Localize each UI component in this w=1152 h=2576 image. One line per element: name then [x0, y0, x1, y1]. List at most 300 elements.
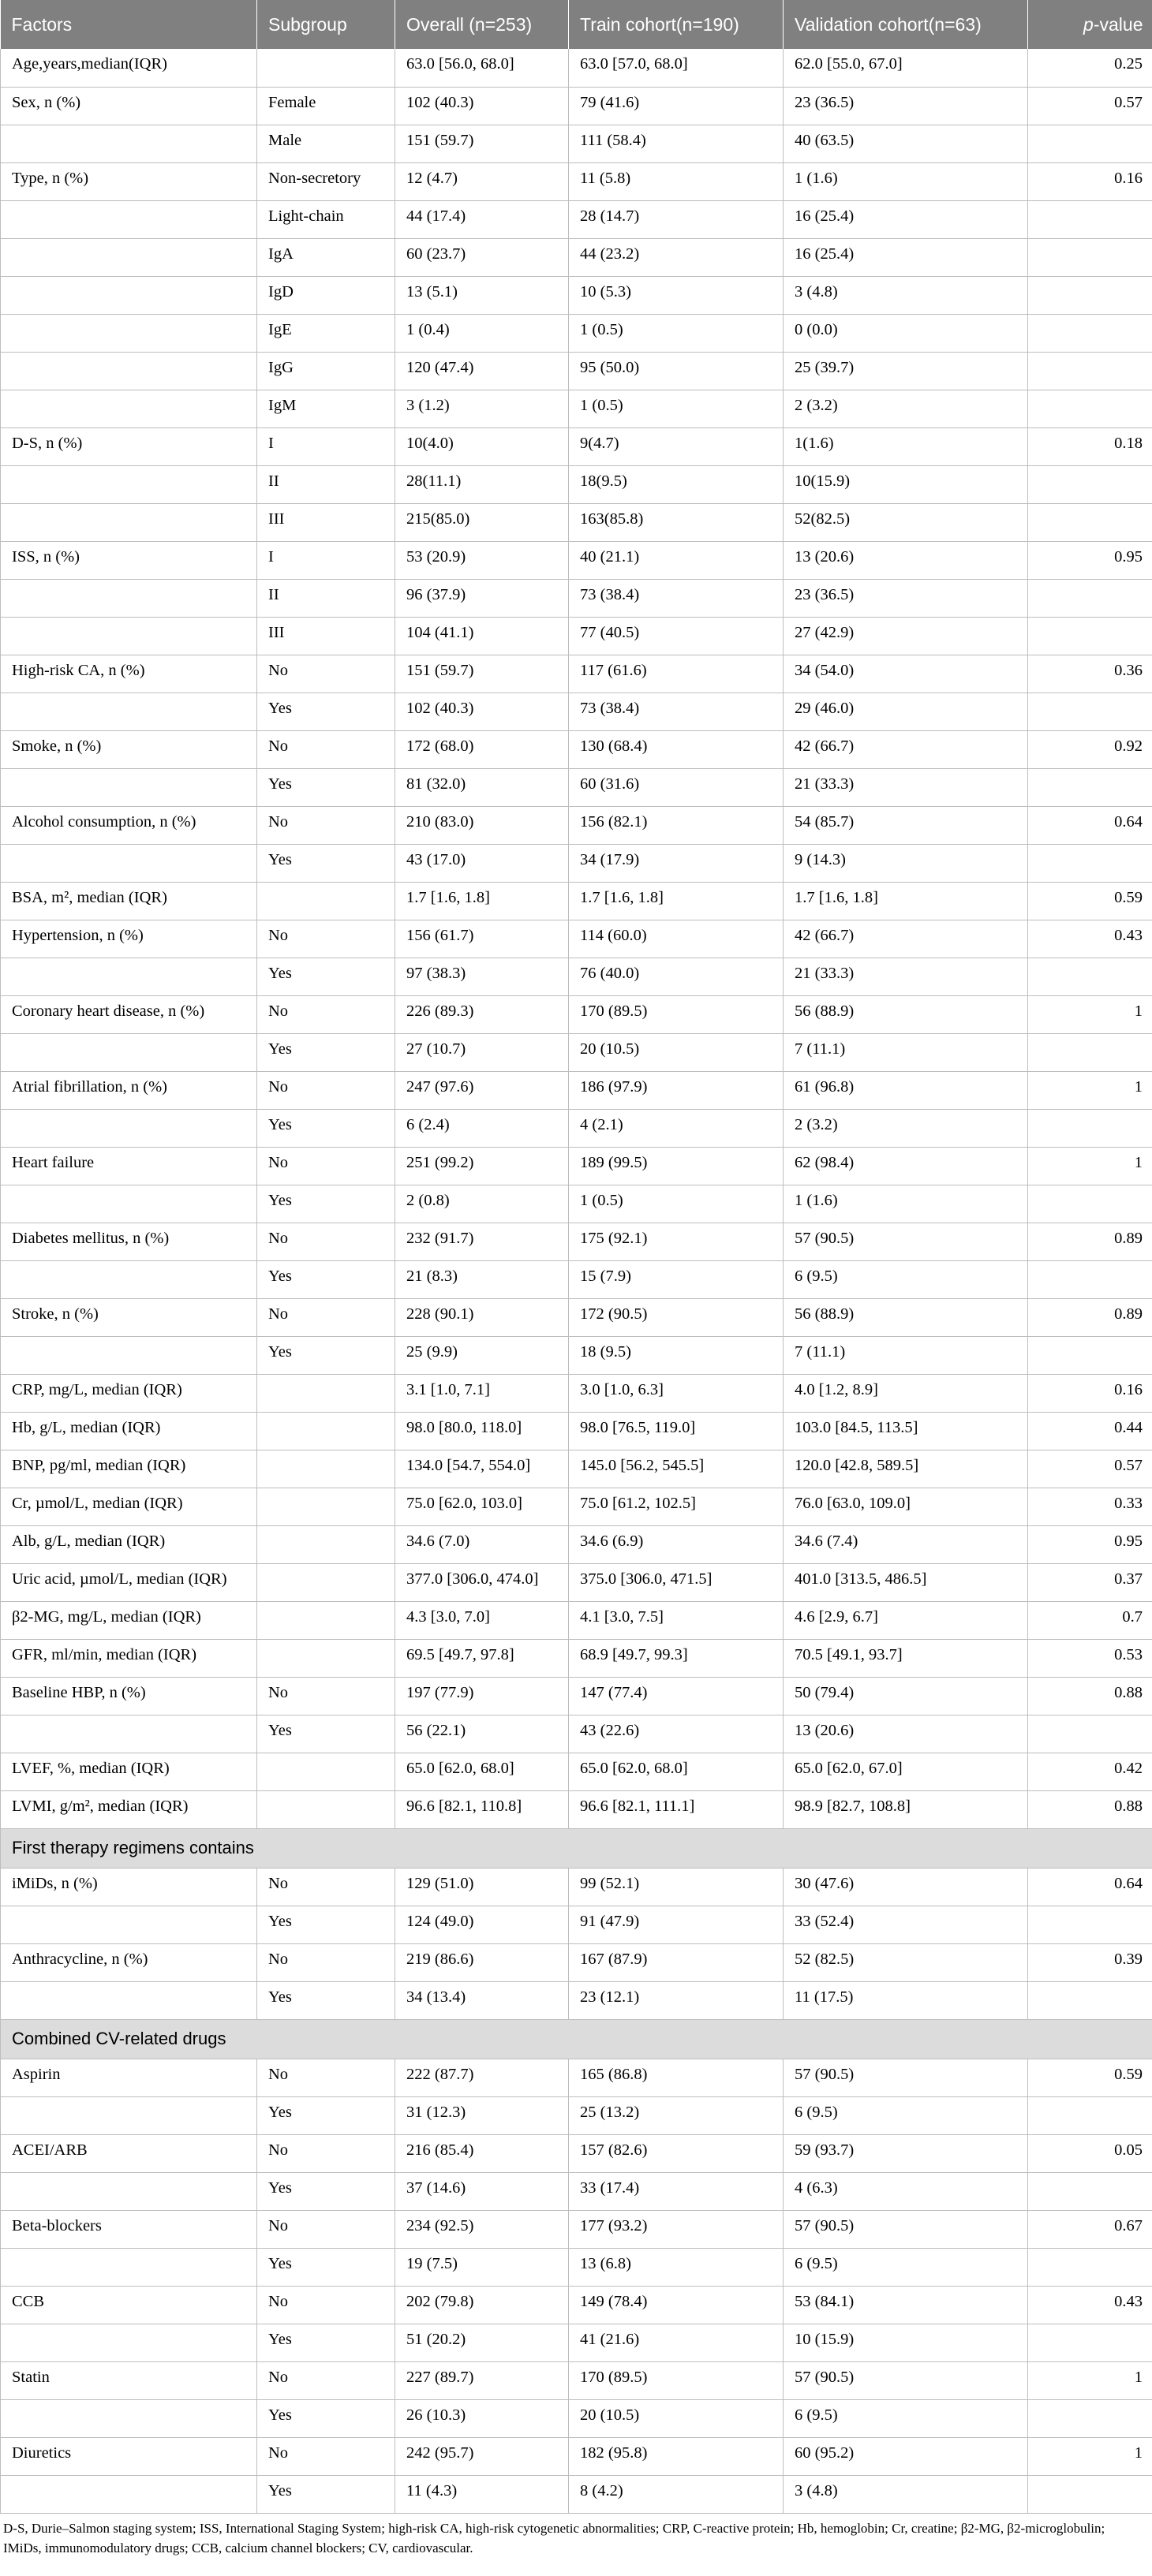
factor-cell	[1, 768, 257, 806]
p-value-cell: 0.57	[1028, 87, 1152, 125]
subgroup-cell: Yes	[257, 1033, 395, 1071]
overall-cell: 197 (77.9)	[395, 1677, 569, 1715]
subgroup-cell: Yes	[257, 1906, 395, 1943]
p-value-cell	[1028, 1033, 1152, 1071]
factor-cell: Baseline HBP, n (%)	[1, 1677, 257, 1715]
table-row	[1, 655, 1152, 693]
validation-cell: 120.0 [42.8, 589.5]	[784, 1450, 1028, 1488]
validation-cell: 25 (39.7)	[784, 352, 1028, 390]
factor-cell: BSA, m², median (IQR)	[1, 882, 257, 920]
validation-cell: 70.5 [49.1, 93.7]	[784, 1639, 1028, 1677]
train-cell: 33 (17.4)	[569, 2172, 784, 2210]
subgroup-cell: IgE	[257, 314, 395, 352]
subgroup-cell: Yes	[257, 2172, 395, 2210]
factor-cell	[1, 2399, 257, 2437]
overall-cell: 13 (5.1)	[395, 276, 569, 314]
factor-cell	[1, 503, 257, 541]
factor-cell: Atrial fibrillation, n (%)	[1, 1071, 257, 1109]
table-row	[1, 1906, 1152, 1943]
table-row	[1, 2210, 1152, 2248]
p-value-cell	[1028, 2248, 1152, 2286]
subgroup-cell: Yes	[257, 958, 395, 995]
train-cell: 34 (17.9)	[569, 844, 784, 882]
subgroup-cell: No	[257, 1147, 395, 1185]
subgroup-cell: I	[257, 541, 395, 579]
overall-cell: 247 (97.6)	[395, 1071, 569, 1109]
subgroup-cell: Light-chain	[257, 200, 395, 238]
validation-cell: 4.6 [2.9, 6.7]	[784, 1601, 1028, 1639]
subgroup-cell: II	[257, 579, 395, 617]
validation-cell: 52(82.5)	[784, 503, 1028, 541]
p-value-cell	[1028, 125, 1152, 162]
p-value-cell: 0.88	[1028, 1790, 1152, 1828]
train-cell: 175 (92.1)	[569, 1223, 784, 1260]
table-row	[1, 238, 1152, 276]
p-value-cell: 1	[1028, 2361, 1152, 2399]
subgroup-cell: Male	[257, 125, 395, 162]
p-value-cell: 0.18	[1028, 427, 1152, 465]
train-cell: 34.6 (6.9)	[569, 1525, 784, 1563]
p-value-cell: 0.44	[1028, 1412, 1152, 1450]
factor-cell	[1, 1185, 257, 1223]
validation-cell: 16 (25.4)	[784, 200, 1028, 238]
subgroup-cell: No	[257, 1223, 395, 1260]
overall-cell: 102 (40.3)	[395, 87, 569, 125]
factor-cell	[1, 1715, 257, 1753]
table-row	[1, 1450, 1152, 1488]
subgroup-cell	[257, 1488, 395, 1525]
overall-cell: 228 (90.1)	[395, 1298, 569, 1336]
train-cell: 4.1 [3.0, 7.5]	[569, 1601, 784, 1639]
validation-cell: 50 (79.4)	[784, 1677, 1028, 1715]
header-factors: Factors	[1, 0, 257, 49]
table-row	[1, 1223, 1152, 1260]
subgroup-cell: II	[257, 465, 395, 503]
subgroup-cell	[257, 1639, 395, 1677]
factor-cell: Smoke, n (%)	[1, 730, 257, 768]
subgroup-cell: Yes	[257, 1185, 395, 1223]
factor-cell: Uric acid, µmol/L, median (IQR)	[1, 1563, 257, 1601]
subgroup-cell	[257, 1412, 395, 1450]
factor-cell	[1, 2248, 257, 2286]
table-row	[1, 2475, 1152, 2513]
factor-cell: Heart failure	[1, 1147, 257, 1185]
validation-cell: 13 (20.6)	[784, 541, 1028, 579]
table-row	[1, 465, 1152, 503]
factor-cell	[1, 276, 257, 314]
table-row	[1, 579, 1152, 617]
table-row	[1, 1147, 1152, 1185]
train-cell: 23 (12.1)	[569, 1981, 784, 2019]
p-value-cell	[1028, 276, 1152, 314]
overall-cell: 25 (9.9)	[395, 1336, 569, 1374]
p-value-cell	[1028, 958, 1152, 995]
validation-cell: 65.0 [62.0, 67.0]	[784, 1753, 1028, 1790]
train-cell: 170 (89.5)	[569, 2361, 784, 2399]
train-cell: 111 (58.4)	[569, 125, 784, 162]
factor-cell: LVEF, %, median (IQR)	[1, 1753, 257, 1790]
overall-cell: 124 (49.0)	[395, 1906, 569, 1943]
header-p-italic: p	[1083, 13, 1094, 35]
overall-cell: 219 (86.6)	[395, 1943, 569, 1981]
overall-cell: 215(85.0)	[395, 503, 569, 541]
p-value-cell: 0.89	[1028, 1223, 1152, 1260]
table-row	[1, 200, 1152, 238]
validation-cell: 13 (20.6)	[784, 1715, 1028, 1753]
subgroup-cell: Non-secretory	[257, 162, 395, 200]
factor-cell: Alb, g/L, median (IQR)	[1, 1525, 257, 1563]
overall-cell: 156 (61.7)	[395, 920, 569, 958]
table-row	[1, 844, 1152, 882]
table-row	[1, 1412, 1152, 1450]
train-cell: 177 (93.2)	[569, 2210, 784, 2248]
subgroup-cell: Female	[257, 87, 395, 125]
factor-cell	[1, 1033, 257, 1071]
p-value-cell	[1028, 844, 1152, 882]
subgroup-cell: Yes	[257, 2096, 395, 2134]
factor-cell	[1, 352, 257, 390]
overall-cell: 120 (47.4)	[395, 352, 569, 390]
overall-cell: 227 (89.7)	[395, 2361, 569, 2399]
train-cell: 170 (89.5)	[569, 995, 784, 1033]
train-cell: 9(4.7)	[569, 427, 784, 465]
header-row	[1, 0, 1152, 49]
subgroup-cell: Yes	[257, 693, 395, 730]
train-cell: 130 (68.4)	[569, 730, 784, 768]
table-row	[1, 2324, 1152, 2361]
overall-cell: 56 (22.1)	[395, 1715, 569, 1753]
table-row	[1, 1109, 1152, 1147]
train-cell: 41 (21.6)	[569, 2324, 784, 2361]
factor-cell: Hb, g/L, median (IQR)	[1, 1412, 257, 1450]
validation-cell: 7 (11.1)	[784, 1336, 1028, 1374]
factor-cell	[1, 200, 257, 238]
factor-cell: ACEI/ARB	[1, 2134, 257, 2172]
factor-cell	[1, 617, 257, 655]
factor-cell	[1, 2475, 257, 2513]
factor-cell: Stroke, n (%)	[1, 1298, 257, 1336]
subgroup-cell: Yes	[257, 2399, 395, 2437]
p-value-cell: 0.7	[1028, 1601, 1152, 1639]
p-value-cell	[1028, 1109, 1152, 1147]
factor-cell	[1, 958, 257, 995]
table-row	[1, 2399, 1152, 2437]
table-body	[1, 49, 1152, 2513]
validation-cell: 103.0 [84.5, 113.5]	[784, 1412, 1028, 1450]
overall-cell: 96 (37.9)	[395, 579, 569, 617]
overall-cell: 210 (83.0)	[395, 806, 569, 844]
p-value-cell	[1028, 2475, 1152, 2513]
table-row	[1, 390, 1152, 427]
overall-cell: 3.1 [1.0, 7.1]	[395, 1374, 569, 1412]
factor-cell: High-risk CA, n (%)	[1, 655, 257, 693]
train-cell: 167 (87.9)	[569, 1943, 784, 1981]
table-row	[1, 920, 1152, 958]
validation-cell: 42 (66.7)	[784, 730, 1028, 768]
factor-cell	[1, 1109, 257, 1147]
validation-cell: 30 (47.6)	[784, 1868, 1028, 1906]
validation-cell: 10 (15.9)	[784, 2324, 1028, 2361]
train-cell: 20 (10.5)	[569, 2399, 784, 2437]
train-cell: 145.0 [56.2, 545.5]	[569, 1450, 784, 1488]
validation-cell: 4 (6.3)	[784, 2172, 1028, 2210]
validation-cell: 53 (84.1)	[784, 2286, 1028, 2324]
overall-cell: 202 (79.8)	[395, 2286, 569, 2324]
table-row	[1, 125, 1152, 162]
table-row	[1, 276, 1152, 314]
p-value-cell: 0.95	[1028, 541, 1152, 579]
validation-cell: 57 (90.5)	[784, 2210, 1028, 2248]
p-value-cell: 0.92	[1028, 730, 1152, 768]
subgroup-cell: No	[257, 2059, 395, 2096]
train-cell: 375.0 [306.0, 471.5]	[569, 1563, 784, 1601]
train-cell: 3.0 [1.0, 6.3]	[569, 1374, 784, 1412]
validation-cell: 33 (52.4)	[784, 1906, 1028, 1943]
train-cell: 65.0 [62.0, 68.0]	[569, 1753, 784, 1790]
factor-cell	[1, 1336, 257, 1374]
subgroup-cell	[257, 882, 395, 920]
subgroup-cell: No	[257, 995, 395, 1033]
train-cell: 95 (50.0)	[569, 352, 784, 390]
p-value-cell: 0.25	[1028, 49, 1152, 87]
subgroup-cell: No	[257, 2134, 395, 2172]
overall-cell: 242 (95.7)	[395, 2437, 569, 2475]
train-cell: 75.0 [61.2, 102.5]	[569, 1488, 784, 1525]
subgroup-cell: No	[257, 2361, 395, 2399]
subgroup-cell: No	[257, 1677, 395, 1715]
factor-cell: Type, n (%)	[1, 162, 257, 200]
overall-cell: 19 (7.5)	[395, 2248, 569, 2286]
overall-cell: 104 (41.1)	[395, 617, 569, 655]
p-value-cell	[1028, 693, 1152, 730]
p-value-cell: 0.33	[1028, 1488, 1152, 1525]
train-cell: 10 (5.3)	[569, 276, 784, 314]
validation-cell: 1(1.6)	[784, 427, 1028, 465]
factor-cell	[1, 465, 257, 503]
table-row	[1, 958, 1152, 995]
validation-cell: 61 (96.8)	[784, 1071, 1028, 1109]
validation-cell: 6 (9.5)	[784, 1260, 1028, 1298]
subgroup-cell: Yes	[257, 1336, 395, 1374]
train-cell: 40 (21.1)	[569, 541, 784, 579]
overall-cell: 97 (38.3)	[395, 958, 569, 995]
subgroup-cell: No	[257, 1943, 395, 1981]
factor-cell	[1, 1906, 257, 1943]
table-row	[1, 352, 1152, 390]
table-row	[1, 995, 1152, 1033]
subgroup-cell: Yes	[257, 768, 395, 806]
subgroup-cell: No	[257, 2286, 395, 2324]
overall-cell: 21 (8.3)	[395, 1260, 569, 1298]
table-row	[1, 1943, 1152, 1981]
p-value-cell: 0.05	[1028, 2134, 1152, 2172]
subgroup-cell: IgM	[257, 390, 395, 427]
p-value-cell	[1028, 768, 1152, 806]
header-overall: Overall (n=253)	[395, 0, 569, 49]
validation-cell: 62.0 [55.0, 67.0]	[784, 49, 1028, 87]
overall-cell: 226 (89.3)	[395, 995, 569, 1033]
train-cell: 98.0 [76.5, 119.0]	[569, 1412, 784, 1450]
train-cell: 1 (0.5)	[569, 314, 784, 352]
p-value-cell	[1028, 390, 1152, 427]
factor-cell: Aspirin	[1, 2059, 257, 2096]
table-row	[1, 314, 1152, 352]
subgroup-cell: No	[257, 1868, 395, 1906]
validation-cell: 2 (3.2)	[784, 390, 1028, 427]
p-value-cell	[1028, 1185, 1152, 1223]
table-row	[1, 2134, 1152, 2172]
validation-cell: 6 (9.5)	[784, 2399, 1028, 2437]
factor-cell: CRP, mg/L, median (IQR)	[1, 1374, 257, 1412]
validation-cell: 27 (42.9)	[784, 617, 1028, 655]
factor-cell	[1, 390, 257, 427]
overall-cell: 129 (51.0)	[395, 1868, 569, 1906]
p-value-cell: 0.16	[1028, 1374, 1152, 1412]
p-value-cell	[1028, 2172, 1152, 2210]
factor-cell: iMiDs, n (%)	[1, 1868, 257, 1906]
overall-cell: 4.3 [3.0, 7.0]	[395, 1601, 569, 1639]
p-value-cell: 0.16	[1028, 162, 1152, 200]
train-cell: 186 (97.9)	[569, 1071, 784, 1109]
validation-cell: 3 (4.8)	[784, 276, 1028, 314]
section-title: Combined CV-related drugs	[1, 2019, 1152, 2059]
header-validation: Validation cohort(n=63)	[784, 0, 1028, 49]
train-cell: 96.6 [82.1, 111.1]	[569, 1790, 784, 1828]
table-row	[1, 1753, 1152, 1790]
factor-cell	[1, 693, 257, 730]
validation-cell: 23 (36.5)	[784, 579, 1028, 617]
overall-cell: 81 (32.0)	[395, 768, 569, 806]
train-cell: 156 (82.1)	[569, 806, 784, 844]
train-cell: 189 (99.5)	[569, 1147, 784, 1185]
validation-cell: 23 (36.5)	[784, 87, 1028, 125]
subgroup-cell: No	[257, 2437, 395, 2475]
overall-cell: 232 (91.7)	[395, 1223, 569, 1260]
overall-cell: 53 (20.9)	[395, 541, 569, 579]
validation-cell: 57 (90.5)	[784, 1223, 1028, 1260]
table-row	[1, 1601, 1152, 1639]
overall-cell: 27 (10.7)	[395, 1033, 569, 1071]
p-value-cell: 0.36	[1028, 655, 1152, 693]
train-cell: 13 (6.8)	[569, 2248, 784, 2286]
overall-cell: 31 (12.3)	[395, 2096, 569, 2134]
overall-cell: 102 (40.3)	[395, 693, 569, 730]
overall-cell: 10(4.0)	[395, 427, 569, 465]
train-cell: 1.7 [1.6, 1.8]	[569, 882, 784, 920]
p-value-cell	[1028, 2324, 1152, 2361]
p-value-cell: 0.37	[1028, 1563, 1152, 1601]
overall-cell: 2 (0.8)	[395, 1185, 569, 1223]
p-value-cell: 1	[1028, 2437, 1152, 2475]
p-value-cell	[1028, 1906, 1152, 1943]
factor-cell: β2-MG, mg/L, median (IQR)	[1, 1601, 257, 1639]
subgroup-cell	[257, 1450, 395, 1488]
subgroup-cell: IgG	[257, 352, 395, 390]
overall-cell: 75.0 [62.0, 103.0]	[395, 1488, 569, 1525]
overall-cell: 151 (59.7)	[395, 655, 569, 693]
header-p-suffix: -value	[1093, 13, 1143, 35]
validation-cell: 57 (90.5)	[784, 2361, 1028, 2399]
train-cell: 165 (86.8)	[569, 2059, 784, 2096]
overall-cell: 69.5 [49.7, 97.8]	[395, 1639, 569, 1677]
train-cell: 114 (60.0)	[569, 920, 784, 958]
train-cell: 77 (40.5)	[569, 617, 784, 655]
subgroup-cell	[257, 1790, 395, 1828]
p-value-cell	[1028, 503, 1152, 541]
table-row	[1, 1981, 1152, 2019]
validation-cell: 40 (63.5)	[784, 125, 1028, 162]
validation-cell: 57 (90.5)	[784, 2059, 1028, 2096]
validation-cell: 54 (85.7)	[784, 806, 1028, 844]
subgroup-cell: No	[257, 920, 395, 958]
validation-cell: 29 (46.0)	[784, 693, 1028, 730]
train-cell: 4 (2.1)	[569, 1109, 784, 1147]
section-title: First therapy regimens contains	[1, 1828, 1152, 1868]
train-cell: 91 (47.9)	[569, 1906, 784, 1943]
validation-cell: 1 (1.6)	[784, 162, 1028, 200]
p-value-cell: 0.43	[1028, 920, 1152, 958]
subgroup-cell: No	[257, 1298, 395, 1336]
p-value-cell: 0.53	[1028, 1639, 1152, 1677]
train-cell: 73 (38.4)	[569, 579, 784, 617]
subgroup-cell	[257, 1525, 395, 1563]
table-row	[1, 49, 1152, 87]
train-cell: 43 (22.6)	[569, 1715, 784, 1753]
table-row	[1, 1260, 1152, 1298]
header-train: Train cohort(n=190)	[569, 0, 784, 49]
section-row	[1, 1828, 1152, 1868]
p-value-cell: 0.39	[1028, 1943, 1152, 1981]
subgroup-cell: Yes	[257, 1260, 395, 1298]
factor-cell	[1, 2172, 257, 2210]
table-footnote: D-S, Durie–Salmon staging system; ISS, International Staging System; high-risk CA, high-risk cytogenetic abnormalities; CRP, C-reactive protein; Hb, hemoglobin; Cr, creatine; β2-MG, β2-microglobulin; IMiDs, immunomodulatory drugs; CCB, calcium channel blockers; CV, cardiovascular.	[3, 2520, 1105, 2555]
train-cell: 163(85.8)	[569, 503, 784, 541]
factor-cell: Diuretics	[1, 2437, 257, 2475]
p-value-cell: 0.64	[1028, 1868, 1152, 1906]
p-value-cell: 0.42	[1028, 1753, 1152, 1790]
table-row	[1, 2059, 1152, 2096]
overall-cell: 1.7 [1.6, 1.8]	[395, 882, 569, 920]
table-row	[1, 2361, 1152, 2399]
p-value-cell: 0.95	[1028, 1525, 1152, 1563]
subgroup-cell	[257, 1753, 395, 1790]
table-row	[1, 1071, 1152, 1109]
train-cell: 25 (13.2)	[569, 2096, 784, 2134]
train-cell: 11 (5.8)	[569, 162, 784, 200]
p-value-cell: 0.43	[1028, 2286, 1152, 2324]
p-value-cell	[1028, 1981, 1152, 2019]
table-row	[1, 1488, 1152, 1525]
factor-cell	[1, 125, 257, 162]
factor-cell	[1, 579, 257, 617]
p-value-cell	[1028, 465, 1152, 503]
factor-cell	[1, 238, 257, 276]
p-value-cell: 0.59	[1028, 2059, 1152, 2096]
overall-cell: 12 (4.7)	[395, 162, 569, 200]
train-cell: 73 (38.4)	[569, 693, 784, 730]
table-row	[1, 1525, 1152, 1563]
factor-cell	[1, 314, 257, 352]
subgroup-cell: III	[257, 617, 395, 655]
factor-cell: Beta-blockers	[1, 2210, 257, 2248]
table-row	[1, 882, 1152, 920]
subgroup-cell: IgA	[257, 238, 395, 276]
p-value-cell	[1028, 1260, 1152, 1298]
subgroup-cell: Yes	[257, 2475, 395, 2513]
overall-cell: 28(11.1)	[395, 465, 569, 503]
train-cell: 60 (31.6)	[569, 768, 784, 806]
overall-cell: 34 (13.4)	[395, 1981, 569, 2019]
